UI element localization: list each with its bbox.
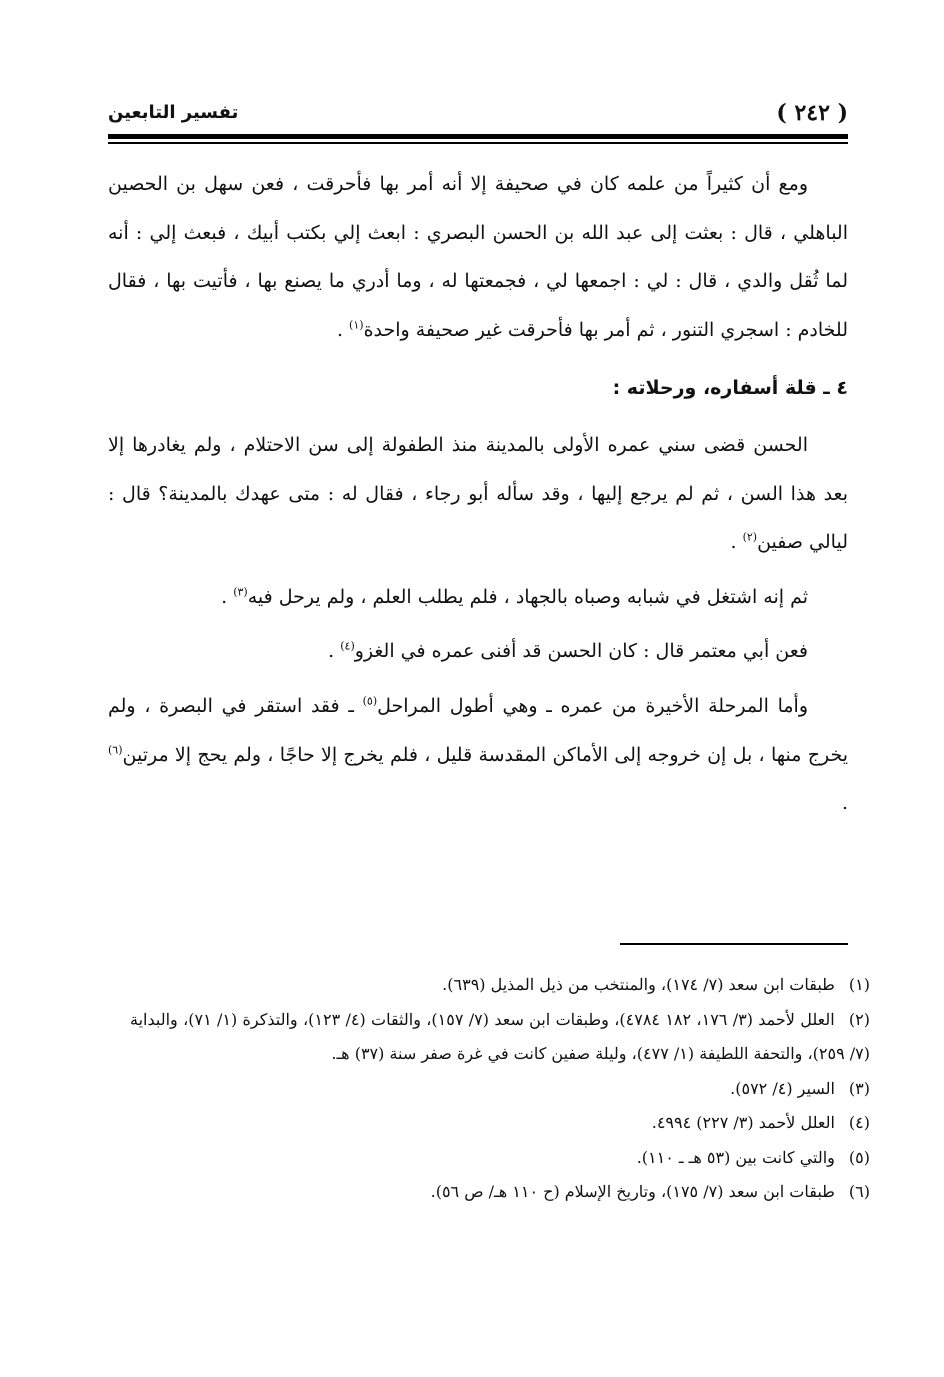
header-rule-thin <box>108 142 848 144</box>
footnote-ref-3: (٣) <box>233 585 248 599</box>
footnote-text: العلل لأحمد (٣/ ١٧٦، ١٨٢ ٤٧٨٤)، وطبقات ابن سعد (٧/ ١٥٧)، والثقات (٤/ ١٢٣)، والتذكرة (١/ ٧١)، والبداية (٧/ ٢٥٩)، والتحفة اللطيفة (١/ ٤٧٧)، وليلة صفين كانت في غرة صفر سنة (٣٧) هـ. <box>130 1009 870 1063</box>
section-heading: ٤ ـ قلة أسفاره، ورحلاته : <box>612 377 848 400</box>
footnote-number: (٣) <box>848 1078 870 1098</box>
footnote-ref-5: (٥) <box>362 694 378 708</box>
footnote-2 <box>130 1003 870 1072</box>
footnote-number: (٥) <box>848 1147 870 1167</box>
footnote-text: طبقات ابن سعد (٧/ ١٧٤)، والمنتخب من ذيل المذيل (٦٣٩). <box>442 975 835 994</box>
footnote-number: (٦) <box>848 1182 870 1201</box>
footnote-ref-1: (١) <box>349 318 364 332</box>
footnote-ref-6: (٦) <box>108 743 123 757</box>
footnote-number: (١) <box>848 975 870 994</box>
footnote-number: (٢) <box>848 1009 871 1029</box>
footnote-4 <box>130 1106 870 1141</box>
paragraph-5 <box>108 682 848 828</box>
paragraph-1-end: . <box>336 318 350 341</box>
paragraph-3 <box>108 573 848 622</box>
paragraph-2 <box>108 421 848 567</box>
page-header <box>108 98 848 134</box>
paragraph-1 <box>108 160 848 354</box>
footnotes <box>130 968 870 1210</box>
paragraph-2-text: الحسن قضى سني عمره الأولى بالمدينة منذ الطفولة إلى سن الاحتلام ، ولم يغادرها إلا بعد هذا السن ، ثم لم يرجع إليها ، وقد سأله أبو رجاء ، فقال له : متى عهدك بالمدينة؟ قال : ليالي صفين <box>108 433 848 554</box>
footnote-1 <box>130 968 870 1003</box>
footnote-text: والتي كانت بين (٥٣ هـ ـ ١١٠). <box>636 1147 835 1167</box>
footnote-number: (٤) <box>848 1113 870 1132</box>
main-text <box>108 160 848 828</box>
paragraph-3-text: ثم إنه اشتغل في شبابه وصباه بالجهاد ، فلم يطلب العلم ، ولم يرحل فيه <box>247 585 808 608</box>
paragraph-4 <box>108 627 848 676</box>
page-number: ( ٢٤٢ ) <box>776 100 848 126</box>
footnote-3 <box>130 1072 870 1107</box>
footnote-5 <box>130 1141 870 1176</box>
running-title: تفسير التابعين <box>108 102 239 123</box>
header-rule-thick <box>108 134 848 139</box>
footnote-6 <box>130 1175 870 1210</box>
footnote-ref-4: (٤) <box>340 640 355 654</box>
paragraph-4-end: . <box>328 640 341 663</box>
footnote-separator <box>620 943 848 945</box>
paragraph-5-text-a: وأما المرحلة الأخيرة من عمره ـ وهي أطول المراحل <box>377 694 808 717</box>
paragraph-1-text: ومع أن كثيراً من علمه كان في صحيفة إلا أنه أمر بها فأحرقت ، فعن سهل بن الحصين الباهلي ، قال : بعثت إلى عبد الله بن الحسن البصري : ابعث إلي بكتب أبيك ، فبعث إلي : أنه لما ثُقل والدي ، قال : لي : اجمعها لي ، فجمعتها له ، وما أدري ما يصنع بها ، فأتيت بها ، فقال للخادم : اسجري التنور ، ثم أمر بها فأحرقت غير صحيفة واحدة <box>108 173 848 341</box>
footnote-ref-2: (٢) <box>742 530 758 544</box>
footnote-text: العلل لأحمد (٣/ ٢٢٧) ٤٩٩٤. <box>651 1113 835 1132</box>
footnote-text: السير (٤/ ٥٧٢). <box>730 1078 835 1098</box>
paragraph-4-text: فعن أبي معتمر قال : كان الحسن قد أفنى عمره في الغزو <box>354 640 808 663</box>
footnote-text: طبقات ابن سعد (٧/ ١٧٥)، وتاريخ الإسلام (ح ١١٠ هـ/ ص ٥٦). <box>430 1182 835 1201</box>
paragraph-5-end: . <box>841 792 848 815</box>
paragraph-5-text-b: ـ فقد استقر في البصرة ، ولم يخرج منها ، بل إن خروجه إلى الأماكن المقدسة قليل ، فلم يخرج إلا حاجًا ، ولم يحج إلا مرتين <box>108 694 848 766</box>
paragraph-2-end: . <box>730 531 743 554</box>
paragraph-3-end: . <box>221 585 234 608</box>
